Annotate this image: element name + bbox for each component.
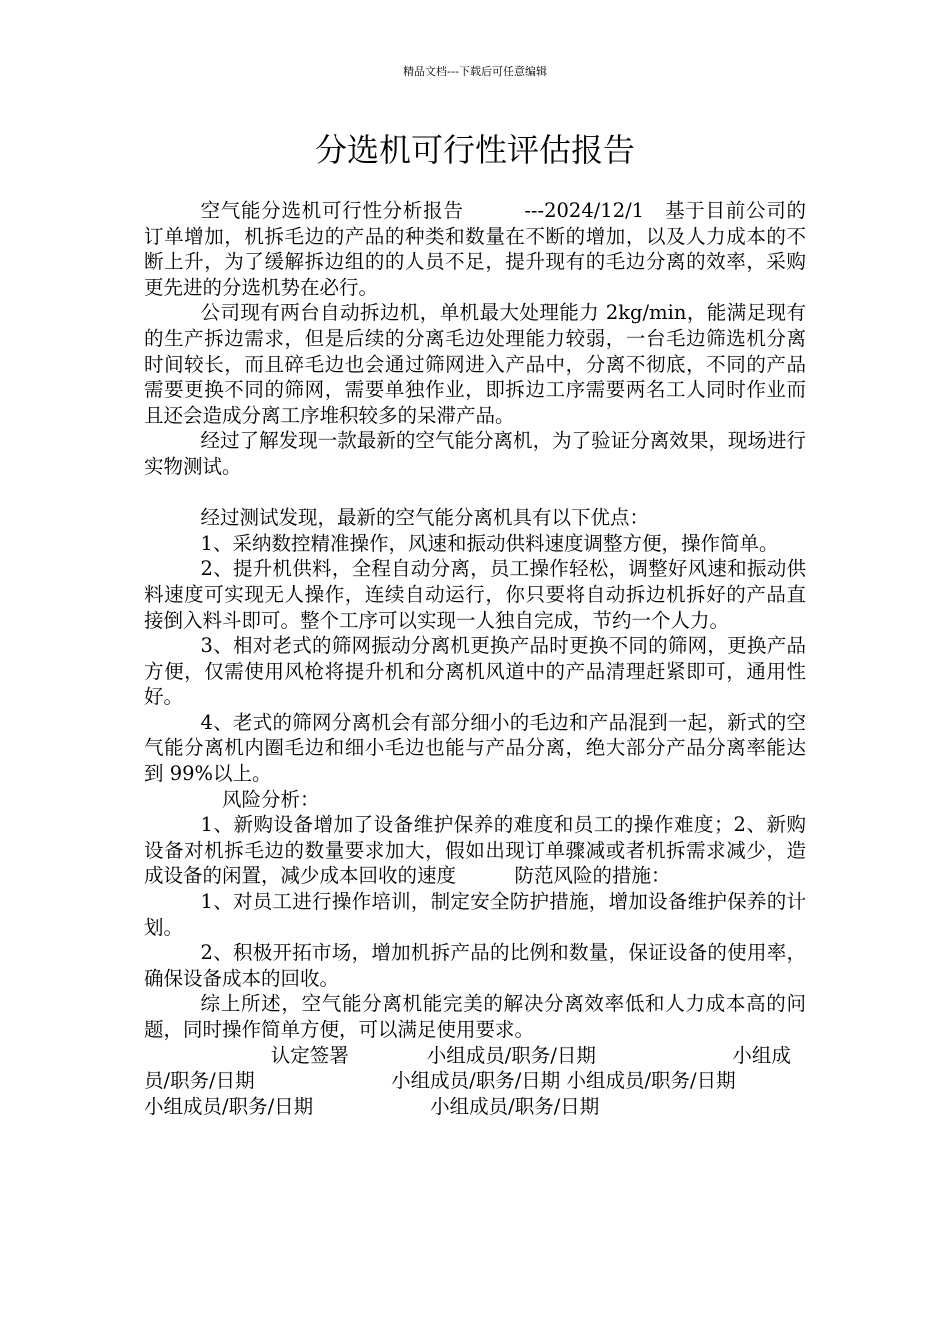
advantage-item-1: 1、采纳数控精准操作，风速和振动供料速度调整方便，操作简单。 (200, 531, 779, 555)
document-title: 分选机可行性评估报告 (314, 131, 635, 169)
paragraph-advantages-heading: 经过测试发现，最新的空气能分离机具有以下优点： (200, 506, 650, 530)
page-header: 精品文档---下载后可任意编辑 (403, 65, 547, 78)
paragraph-intro: 空气能分选机可行性分析报告 ---2024/12/1 基于目前公司的订单增加，机拆毛边的产品的种类和数量在不断的增加，以及人力成本的不断上升，为了缓解拆边组的的人员不足，提升现有的毛边分离的效率，采购更先进的分选机势在必行。 (144, 199, 806, 299)
paragraph-testing: 经过了解发现一款最新的空气能分离机，为了验证分离效果，现场进行实物测试。 (144, 429, 806, 478)
measure-item-1: 1、对员工进行操作培训，制定安全防护措施，增加设备维护保养的计划。 (144, 890, 806, 939)
blank-line (144, 480, 806, 506)
signature-block: 认定签署 小组成员/职务/日期 小组成员/职务/日期 小组成员/职务/日期 小组成员/职务/日期 小组成员/职务/日期 小组成员/职务/日期 (144, 1043, 795, 1118)
measure-item-2: 2、积极开拓市场，增加机拆产品的比例和数量，保证设备的使用率，确保设备成本的回收。 (144, 941, 806, 990)
advantage-item-3: 3、相对老式的筛网振动分离机更换产品时更换不同的筛网，更换产品方便，仅需使用风枪将提升机和分离机风道中的产品清理赶紧即可，通用性好。 (144, 634, 806, 709)
advantage-item-2: 2、提升机供料，全程自动分离，员工操作轻松，调整好风速和振动供料速度可实现无人操作，连续自动运行，你只要将自动拆边机拆好的产品直接倒入料斗即可。整个工序可以实现一人独自完成，节约一个人力。 (144, 557, 806, 632)
risk-items: 1、新购设备增加了设备维护保养的难度和员工的操作难度；2、新购设备对机拆毛边的数量要求加大，假如出现订单骤减或者机拆需求减少，造成设备的闲置，减少成本回收的速度 防范风险的措施： (144, 813, 806, 888)
document-body (144, 198, 806, 1119)
advantage-item-4: 4、老式的筛网分离机会有部分细小的毛边和产品混到一起，新式的空气能分离机内圈毛边和细小毛边也能与产品分离，绝大部分产品分离率能达到 99%以上。 (144, 710, 806, 786)
paragraph-current-situation: 公司现有两台自动拆边机，单机最大处理能力 2kg/min，能满足现有的生产拆边需求，但是后续的分离毛边处理能力较弱，一台毛边筛选机分离时间较长，而且碎毛边也会通过筛网进入产品中，分离不彻底，不同的产品需要更换不同的筛网，需要单独作业，即拆边工序需要两名工人同时作业而且还会造成分离工序堆积较多的呆滞产品。 (144, 301, 806, 427)
risk-analysis-heading: 风险分析： (222, 787, 320, 811)
paragraph-conclusion: 综上所述，空气能分离机能完美的解决分离效率低和人力成本高的问题，同时操作简单方便，可以满足使用要求。 (144, 992, 806, 1041)
